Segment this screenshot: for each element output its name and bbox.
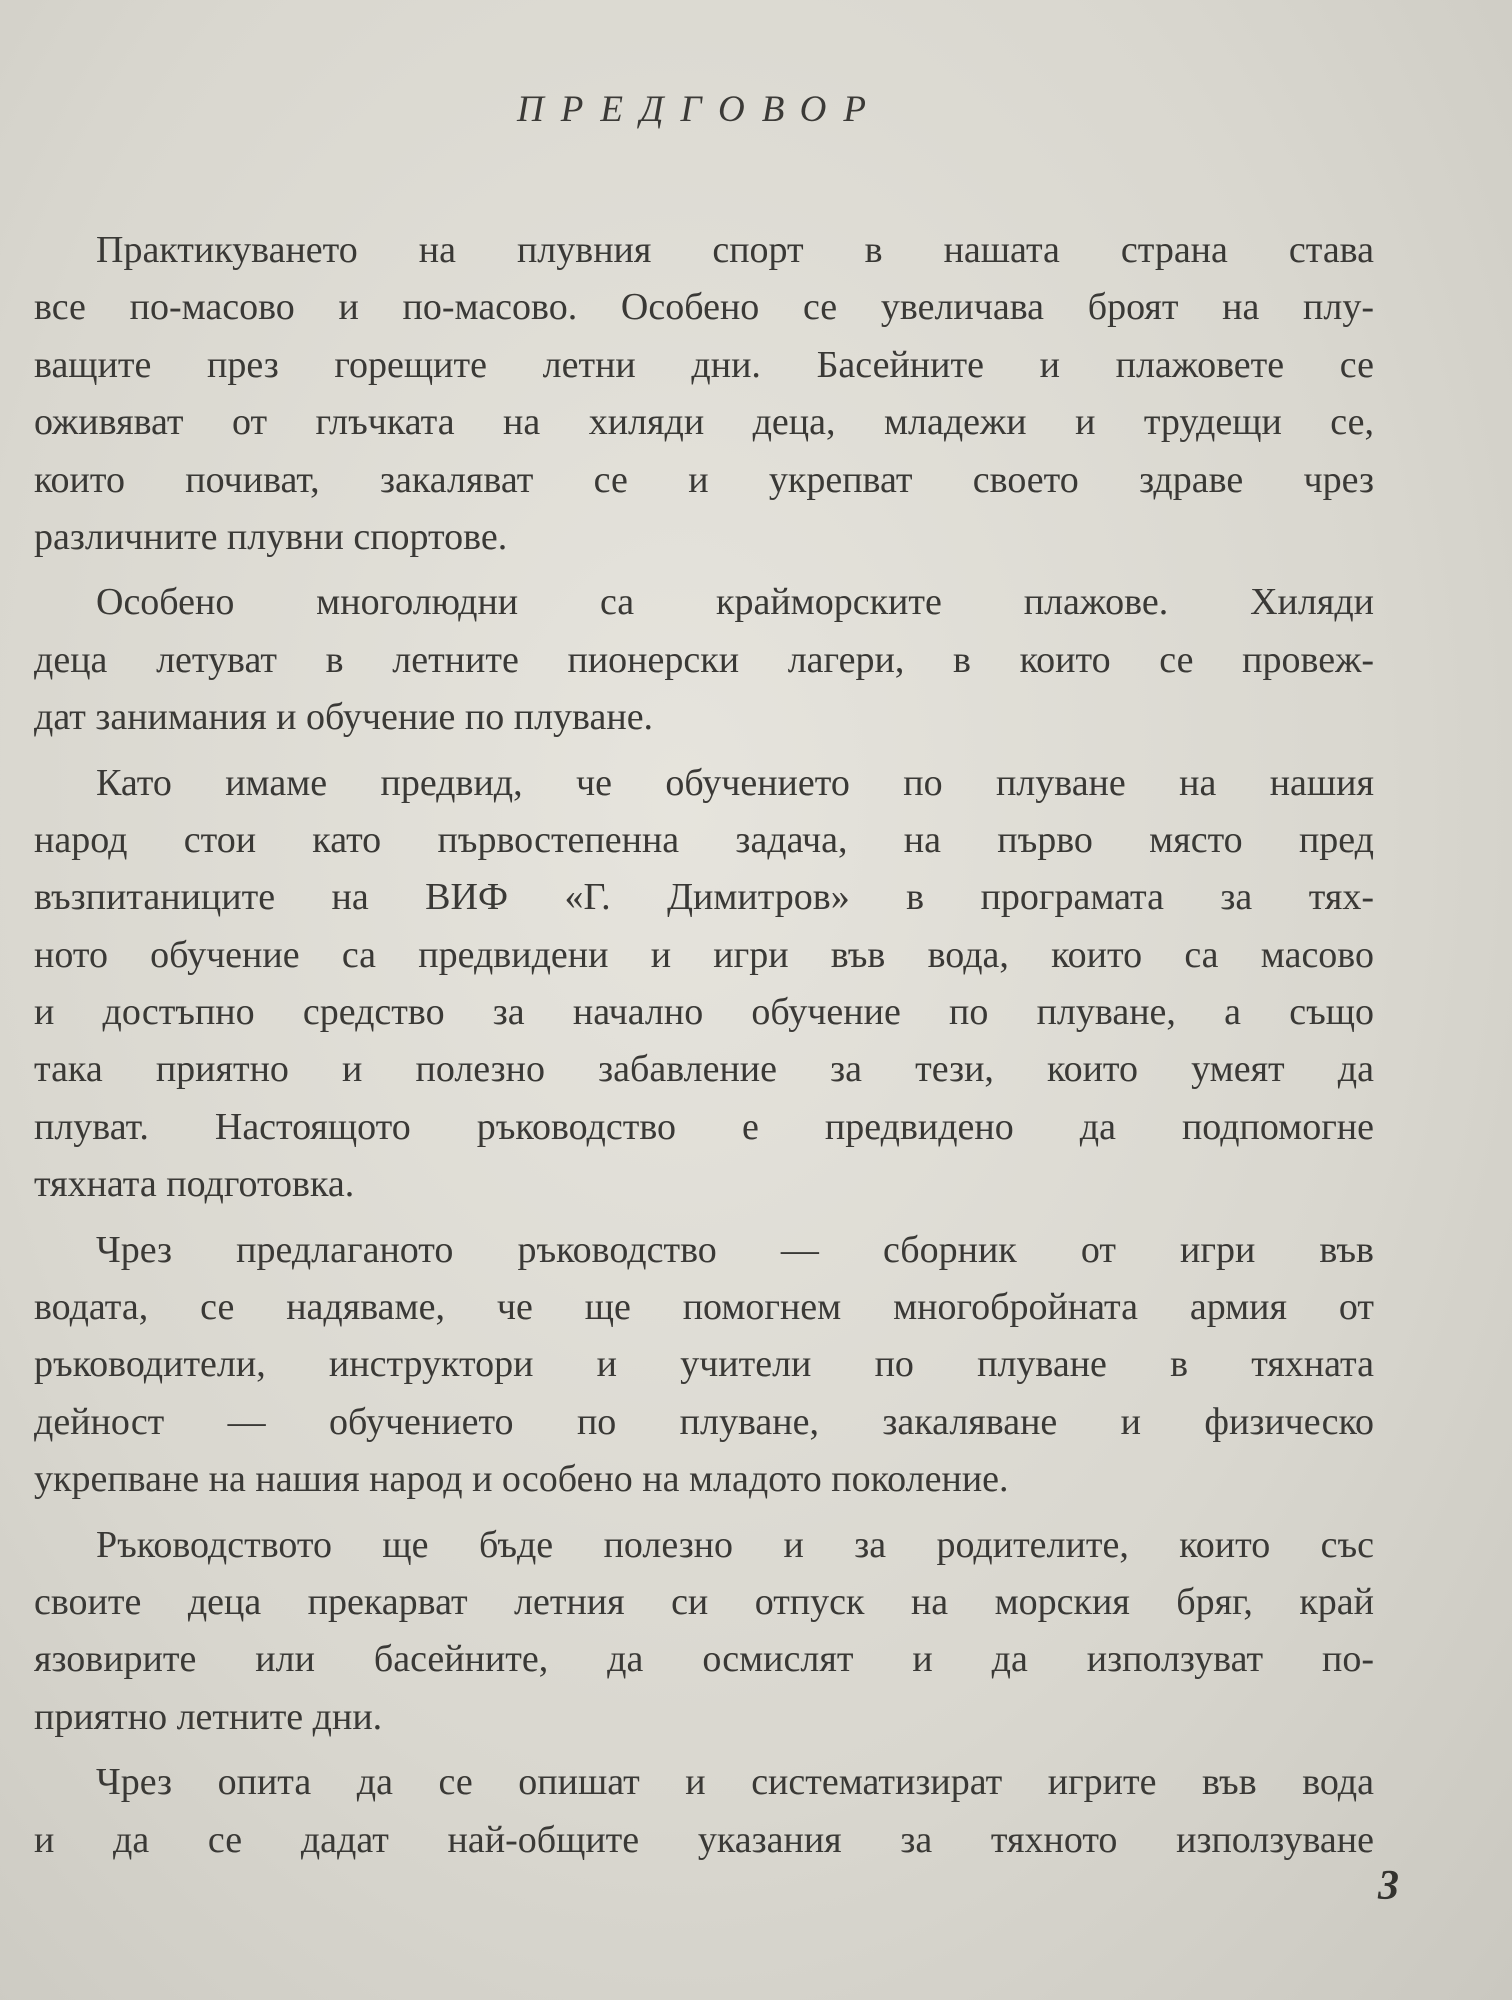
text-line: и да се дадат най-общите указания за тяхното използуване <box>34 1818 1374 1861</box>
paragraph-2 <box>34 574 1374 746</box>
page-number: 3 <box>1378 1863 1399 1909</box>
text-line: и достъпно средство за начално обучение по плуване, а също <box>34 991 1374 1034</box>
text-line: Особено многолюдни са крайморските плажове. Хиляди <box>96 581 1374 624</box>
text-line: тяхната подготовка. <box>34 1163 355 1206</box>
text-line: Практикуването на плувния спорт в нашата страна става <box>96 229 1374 271</box>
text-line: Ръководството ще бъде полезно и за родителите, които със <box>96 1523 1374 1566</box>
text-line: различните плувни спортове. <box>34 515 508 558</box>
text-line: своите деца прекарват летния си отпуск на морския бряг, край <box>34 1580 1374 1623</box>
text-line: Като имаме предвид, че обучението по плуване на нашия <box>96 761 1374 804</box>
page-title: ПРЕДГОВОР <box>517 89 883 130</box>
text-line: оживяват от глъчката на хиляди деца, младежи и трудещи се, <box>34 401 1374 444</box>
text-line: деца летуват в летните пионерски лагери, в които се провеж- <box>34 638 1374 681</box>
text-line: възпитаниците на ВИФ «Г. Димитров» в програмата за тях- <box>34 876 1374 919</box>
text-line: Чрез предлаганото ръководство — сборник от игри във <box>96 1228 1374 1271</box>
paragraph-4 <box>34 1222 1374 1509</box>
body-text <box>34 222 1374 1877</box>
paragraph-6 <box>34 1754 1374 1869</box>
paragraph-5 <box>34 1517 1374 1747</box>
text-line: все по-масово и по-масово. Особено се увеличава броят на плу- <box>34 286 1374 329</box>
text-line: така приятно и полезно забавление за тези, които умеят да <box>34 1048 1374 1091</box>
text-line: които почиват, закаляват се и укрепват своето здраве чрез <box>34 458 1374 501</box>
text-line: водата, се надяваме, че ще помогнем многобройната армия от <box>34 1286 1374 1329</box>
paragraph-1 <box>34 222 1374 566</box>
paragraph-3 <box>34 755 1374 1214</box>
text-line: приятно летните дни. <box>34 1695 383 1738</box>
text-line: дат занимания и обучение по плуване. <box>34 696 654 739</box>
text-line: народ стои като първостепенна задача, на първо място пред <box>34 818 1374 861</box>
text-line: ръководители, инструктори и учители по плуване в тяхната <box>34 1343 1374 1386</box>
text-line: ното обучение са предвидени и игри във вода, които са масово <box>34 933 1374 976</box>
text-line: плуват. Настоящото ръководство е предвидено да подпомогне <box>34 1105 1374 1148</box>
text-line: Чрез опита да се опишат и систематизират игрите във вода <box>96 1761 1374 1804</box>
text-line: укрепване на нашия народ и особено на младото поколение. <box>34 1458 1009 1501</box>
text-line: язовирите или басейните, да осмислят и да използуват по- <box>34 1638 1374 1681</box>
text-line: ващите през горещите летни дни. Басейните и плажовете се <box>34 343 1374 386</box>
text-line: дейност — обучението по плуване, закаляване и физическо <box>34 1400 1374 1443</box>
